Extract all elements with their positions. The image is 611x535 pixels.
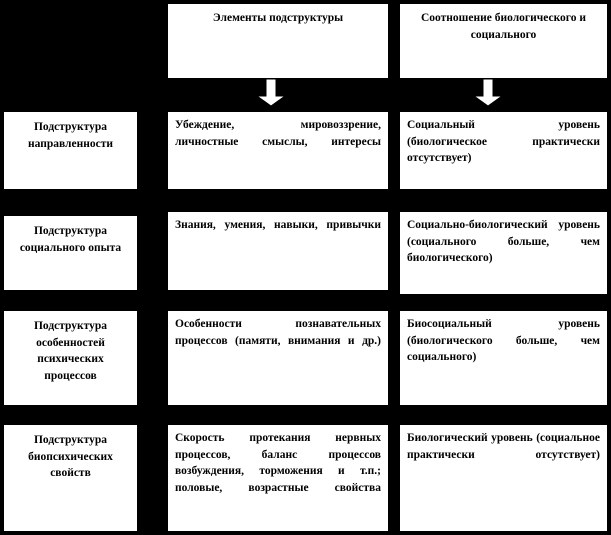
arrow-down-icon-elements — [256, 79, 286, 107]
substructure-label-4 — [3, 424, 138, 532]
arrow-down-icon-ratio — [473, 79, 503, 107]
substructure-label-4-text: Подструктура биопсихических свойств — [28, 434, 113, 480]
ratio-cell-4-text: Биологический уровень (социальное практически отсутствует) — [407, 432, 600, 461]
substructure-label-1 — [3, 111, 138, 190]
elements-cell-1 — [167, 111, 389, 190]
ratio-cell-3 — [399, 310, 608, 406]
ratio-cell-2-text: Социально-биологический уровень (социального больше, чем биологического) — [407, 219, 600, 265]
ratio-cell-1 — [399, 111, 608, 190]
elements-cell-1-text: Убеждение, мировоззрение, личностные смыслы, интересы — [175, 119, 381, 148]
substructure-label-3-text: Подструктура особенностей психических процессов — [33, 320, 108, 383]
substructure-label-2-text: Подструктура социального опыта — [19, 225, 122, 254]
ratio-cell-3-text: Биосоциальный уровень (биологического больше, чем социального) — [407, 318, 600, 364]
substructure-label-1-text: Подструктура направленности — [28, 121, 113, 150]
ratio-cell-2 — [399, 211, 608, 295]
substructure-label-2 — [3, 215, 138, 291]
elements-cell-4-text: Скорость протекания нервных процессов, баланс процессов возбуждения, торможения и т.п.; половые, возрастные свойства — [175, 432, 381, 495]
elements-cell-3 — [167, 310, 389, 406]
substructure-label-3 — [3, 310, 138, 406]
header-ratio-label: Соотношение биологического и социального — [421, 12, 586, 41]
header-elements-of-substructure — [167, 3, 389, 79]
ratio-cell-1-text: Социальный уровень (биологическое практически отсутствует) — [407, 119, 600, 165]
header-ratio-biological-social — [399, 3, 608, 79]
header-elements-label: Элементы подструктуры — [212, 12, 344, 24]
ratio-cell-4 — [399, 424, 608, 532]
elements-cell-4 — [167, 424, 389, 532]
elements-cell-2 — [167, 211, 389, 291]
elements-cell-3-text: Особенности познавательных процессов (памяти, внимания и др.) — [175, 318, 381, 347]
elements-cell-2-text: Знания, умения, навыки, привычки — [175, 219, 381, 231]
